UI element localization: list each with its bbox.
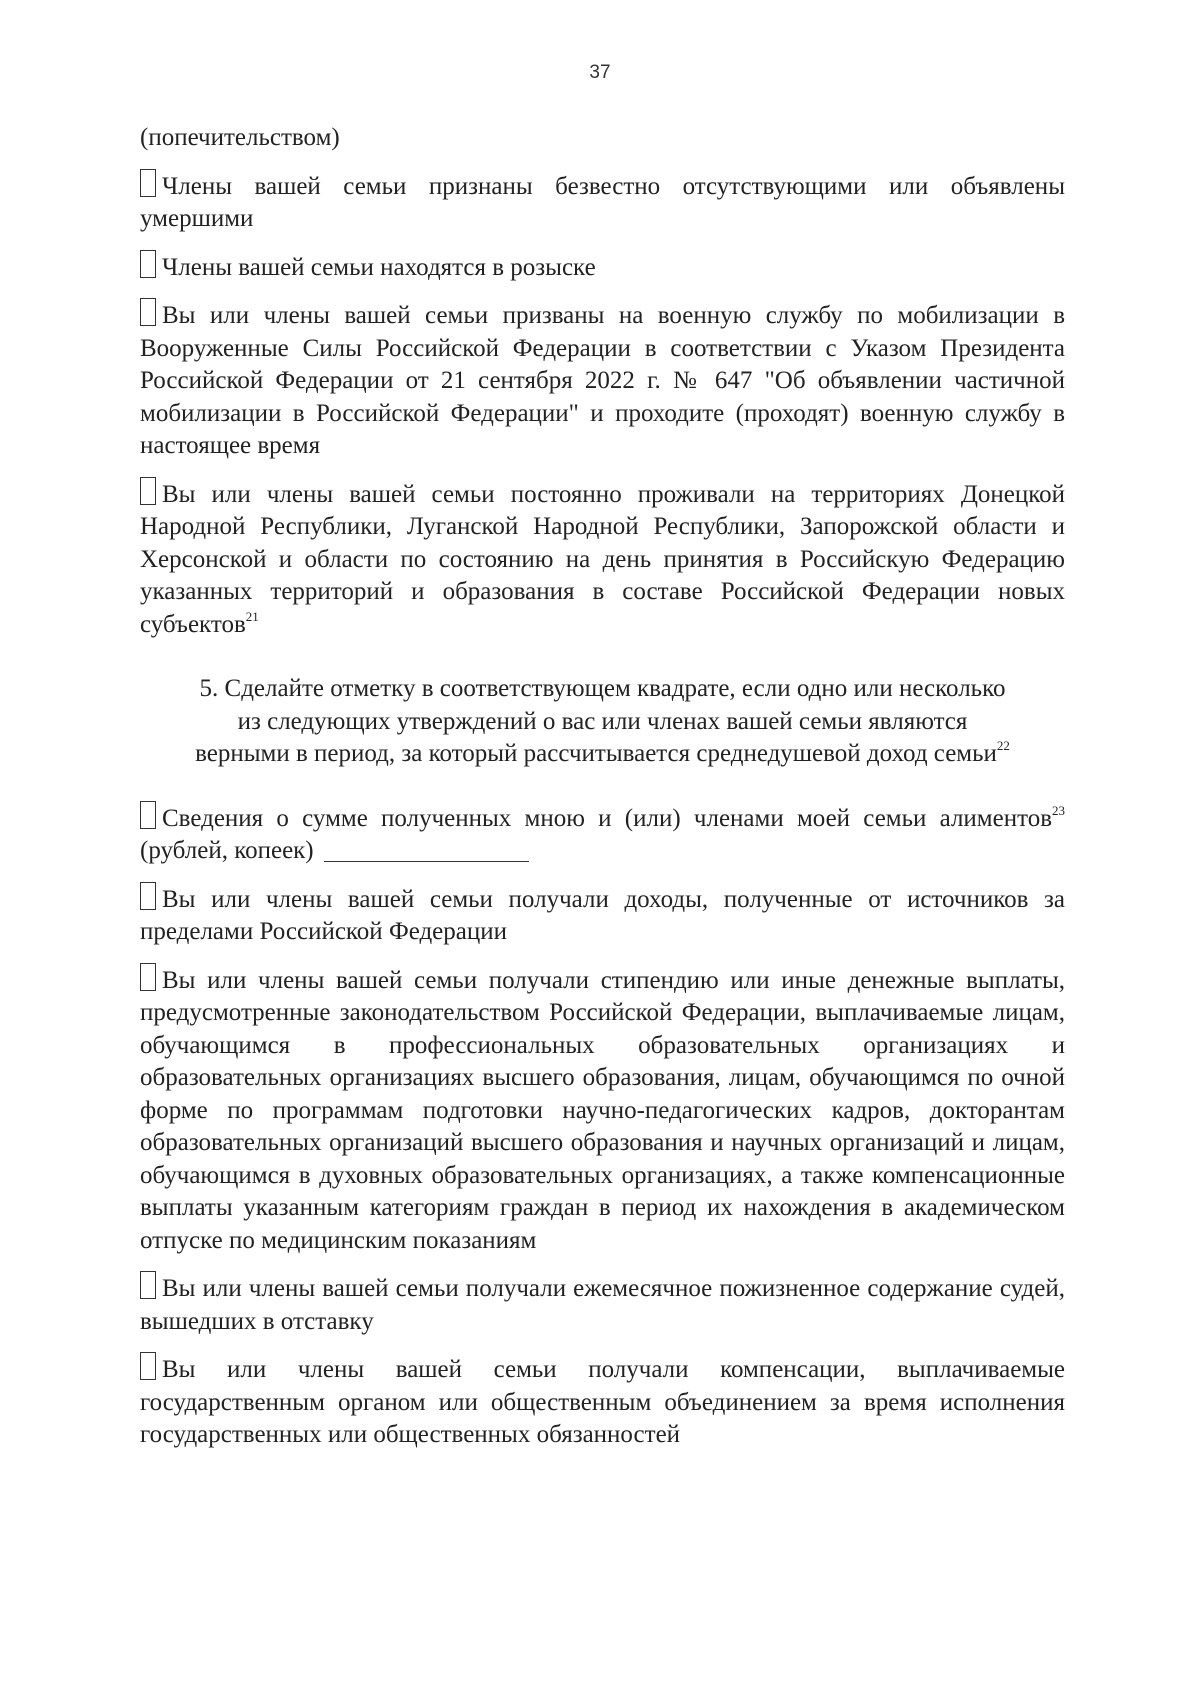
alimony-label: Сведения о сумме полученных мною и (или) членами моей семьи алиментов xyxy=(162,804,1052,832)
checkbox-item-alimony xyxy=(140,801,1065,868)
checkbox[interactable] xyxy=(140,298,156,326)
checkbox[interactable] xyxy=(140,250,156,278)
checkbox-item-label: Вы или члены вашей семьи получали ежемесячное пожизненное содержание судей, вышедших в отставку xyxy=(140,1275,1065,1335)
alimony-units-label: (рублей, копеек) xyxy=(140,837,314,864)
checkbox-item-label: Члены вашей семьи находятся в розыске xyxy=(162,253,596,281)
footnote-marker: 22 xyxy=(996,738,1010,753)
continued-text-label: (попечительством) xyxy=(140,124,340,151)
checkbox[interactable] xyxy=(140,169,156,197)
checkbox[interactable] xyxy=(140,477,156,505)
checkbox-item-label: Вы или члены вашей семьи призваны на военную службу по мобилизации в Вооруженные Силы Российской Федерации в соответствии с Указом Президента Российской Федерации от 21 сентября 2022 г. № 647 "Об объявлении частичной мобилизации в Российской Федерации" и проходите (проходят) военную службу в настоящее время xyxy=(140,302,1065,459)
section-5-heading-text: 5. Сделайте отметку в соответствующем квадрате, если одно или несколько из следующих утверждений о вас или членах вашей семьи являются верными в период, за который рассчитывается среднедушевой доход семьи xyxy=(195,675,1006,767)
checkbox-item xyxy=(140,250,1065,285)
checkbox-item xyxy=(140,477,1065,642)
checkbox-item-label: Члены вашей семьи признаны безвестно отсутствующими или объявлены умершими xyxy=(140,172,1065,232)
continued-text xyxy=(140,122,1065,155)
form-content xyxy=(140,122,1065,1466)
checkbox[interactable] xyxy=(140,882,156,910)
checkbox[interactable] xyxy=(140,1271,156,1299)
checkbox-item xyxy=(140,298,1065,463)
checkbox[interactable] xyxy=(140,963,156,991)
footnote-marker: 23 xyxy=(1052,802,1065,818)
checkbox[interactable] xyxy=(140,801,156,829)
checkbox-item xyxy=(140,1352,1065,1452)
alimony-amount-field[interactable] xyxy=(324,839,529,862)
checkbox-item-label: Вы или члены вашей семьи постоянно проживали на территориях Донецкой Народной Республики, Луганской Народной Республики, Запорожской области и Херсонской и области по состоянию на день принятия в Российскую Федерацию указанных территорий и образования в составе Российской Федерации новых субъектов xyxy=(140,480,1065,638)
checkbox-item xyxy=(140,963,1065,1258)
checkbox-item xyxy=(140,169,1065,236)
footnote-marker: 21 xyxy=(245,608,259,624)
checkbox-item xyxy=(140,882,1065,949)
checkbox-item-label: Вы или члены вашей семьи получали стипендию или иные денежные выплаты, предусмотренные законодательством Российской Федерации, выплачиваемые лицам, обучающимся в профессиональных образовательных организациях и образовательных организациях высшего образования, лицам, обучающимся по очной форме по программам подготовки научно-педагогических кадров, докторантам образовательных организаций высшего образования и научных организаций и лицам, обучающимся в духовных образовательных организациях, а также компенсационные выплаты указанным категориям граждан в период их нахождения в академическом отпуске по медицинским показаниям xyxy=(140,966,1065,1254)
page-number: 37 xyxy=(589,62,611,83)
checkbox-item-label: Вы или члены вашей семьи получали доходы, полученные от источников за пределами Российской Федерации xyxy=(140,885,1065,945)
checkbox[interactable] xyxy=(140,1352,156,1380)
checkbox-item xyxy=(140,1271,1065,1338)
checkbox-item-label: Вы или члены вашей семьи получали компенсации, выплачиваемые государственным органом или общественным объединением за время исполнения государственных или общественных обязанностей xyxy=(140,1356,1065,1448)
section-5-heading xyxy=(190,673,1015,771)
